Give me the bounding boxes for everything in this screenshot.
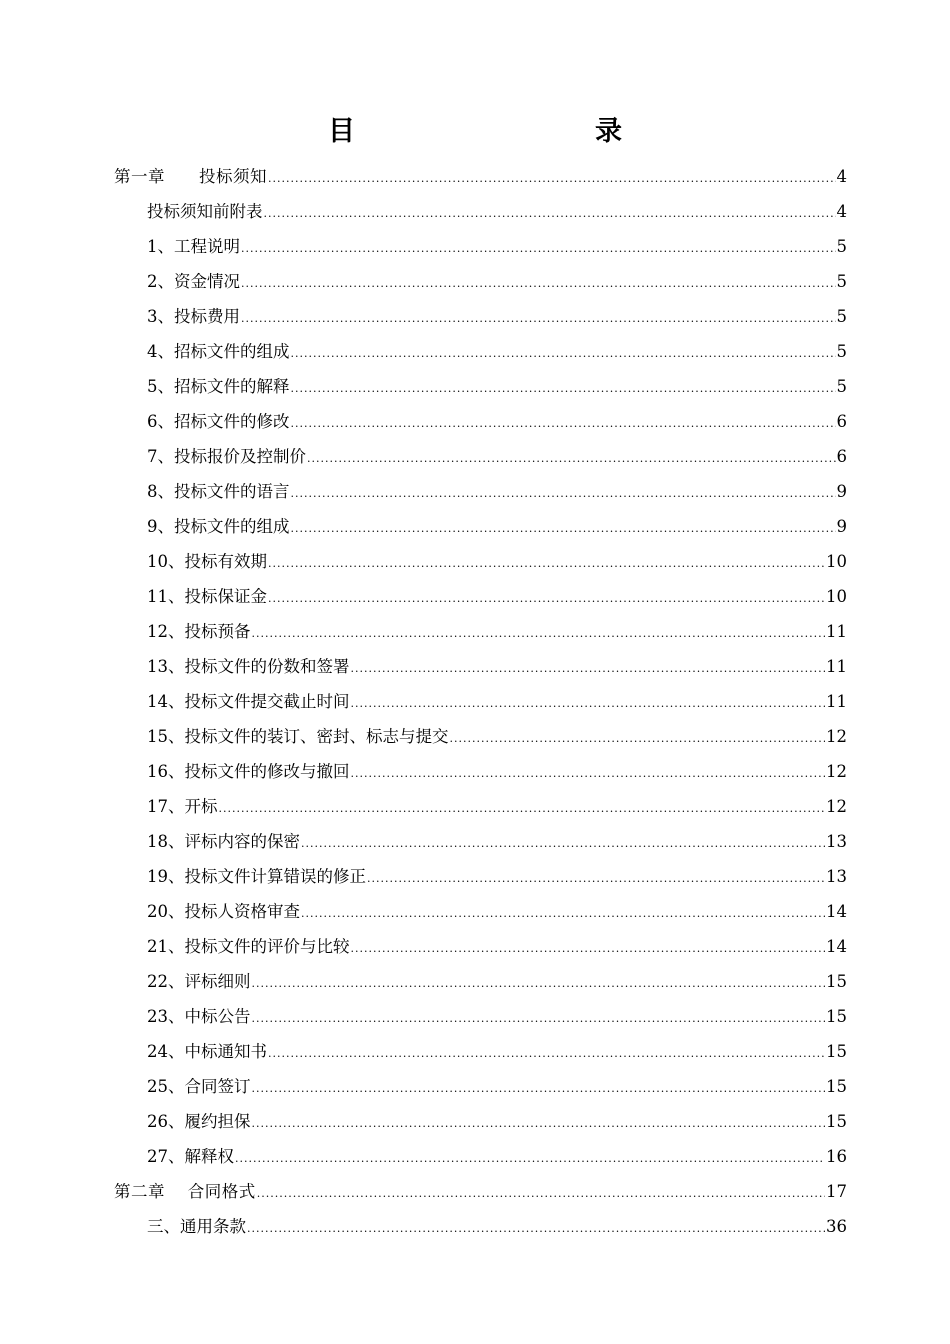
- toc-dot-leader: [291, 371, 836, 406]
- toc-entry-label: 9、投标文件的组成: [147, 517, 290, 536]
- toc-section-entry[interactable]: [114, 1069, 847, 1104]
- toc-dot-leader: [291, 476, 836, 511]
- toc-entry-label: 三、通用条款: [147, 1217, 246, 1236]
- toc-page-number: 11: [826, 657, 847, 676]
- toc-section-entry[interactable]: [114, 334, 847, 369]
- toc-dot-leader: [247, 1211, 825, 1246]
- toc-section-entry[interactable]: [114, 439, 847, 474]
- toc-page-number: 17: [826, 1182, 847, 1201]
- toc-dot-leader: [257, 1176, 825, 1211]
- toc-section-entry[interactable]: [114, 264, 847, 299]
- toc-dot-leader: [252, 966, 826, 1001]
- toc-dot-leader: [252, 1001, 826, 1036]
- toc-entry-label: 20、投标人资格审查: [147, 902, 300, 921]
- toc-entry-label: 投标须知前附表: [147, 202, 263, 221]
- toc-page-number: 5: [836, 307, 847, 326]
- toc-entry-label: 7、投标报价及控制价: [147, 447, 306, 466]
- toc-page-number: 6: [836, 447, 847, 466]
- toc-section-entry[interactable]: [114, 369, 847, 404]
- toc-page-number: 14: [826, 902, 847, 921]
- toc-dot-leader: [235, 1141, 825, 1176]
- toc-page-number: 15: [826, 1007, 847, 1026]
- toc-page-number: 36: [826, 1217, 847, 1236]
- toc-page-number: 15: [826, 1077, 847, 1096]
- toc-section-entry[interactable]: [114, 1104, 847, 1139]
- toc-section-entry[interactable]: [114, 509, 847, 544]
- toc-page-number: 12: [826, 762, 847, 781]
- toc-page-number: 15: [826, 1042, 847, 1061]
- toc-entry-label: 18、评标内容的保密: [147, 832, 300, 851]
- toc-entry-label: 14、投标文件提交截止时间: [147, 692, 350, 711]
- toc-entry-label: 22、评标细则: [147, 972, 251, 991]
- toc-page-number: 15: [826, 1112, 847, 1131]
- toc-section-entry[interactable]: [114, 544, 847, 579]
- toc-section-entry[interactable]: [114, 649, 847, 684]
- table-of-contents: [114, 159, 847, 1244]
- toc-section-entry[interactable]: [114, 929, 847, 964]
- toc-page-number: 13: [826, 867, 847, 886]
- toc-section-entry[interactable]: [114, 404, 847, 439]
- toc-entry-label: 23、中标公告: [147, 1007, 251, 1026]
- toc-chapter-entry[interactable]: [114, 1174, 847, 1209]
- toc-section-entry[interactable]: [114, 964, 847, 999]
- toc-entry-label: 3、投标费用: [147, 307, 240, 326]
- toc-dot-leader: [351, 651, 826, 686]
- toc-section-entry[interactable]: [114, 194, 847, 229]
- toc-dot-leader: [241, 231, 836, 266]
- toc-entry-label: 25、合同签订: [147, 1077, 251, 1096]
- toc-section-entry[interactable]: [114, 684, 847, 719]
- toc-dot-leader: [268, 581, 825, 616]
- toc-page-number: 10: [826, 587, 847, 606]
- toc-entry-label: 8、投标文件的语言: [147, 482, 290, 501]
- toc-page-number: 6: [836, 412, 847, 431]
- toc-page-number: 12: [826, 797, 847, 816]
- toc-section-entry[interactable]: [114, 474, 847, 509]
- toc-page-number: 5: [836, 237, 847, 256]
- toc-entry-label: 21、投标文件的评价与比较: [147, 937, 350, 956]
- toc-page-number: 4: [836, 202, 847, 221]
- toc-dot-leader: [291, 511, 836, 546]
- toc-dot-leader: [241, 266, 836, 301]
- toc-page-number: 9: [836, 482, 847, 501]
- toc-page-number: 5: [836, 377, 847, 396]
- toc-entry-label: 6、招标文件的修改: [147, 412, 290, 431]
- toc-entry-label: 第二章 合同格式: [114, 1182, 256, 1201]
- toc-section-entry[interactable]: [114, 1034, 847, 1069]
- toc-page-number: 13: [826, 832, 847, 851]
- toc-dot-leader: [252, 1071, 826, 1106]
- toc-dot-leader: [268, 546, 825, 581]
- toc-section-entry[interactable]: [114, 1139, 847, 1174]
- toc-entry-label: 1、工程说明: [147, 237, 240, 256]
- toc-entry-label: 11、投标保证金: [147, 587, 267, 606]
- toc-dot-leader: [291, 406, 836, 441]
- toc-dot-leader: [351, 756, 826, 791]
- toc-entry-label: 16、投标文件的修改与撤回: [147, 762, 350, 781]
- toc-dot-leader: [301, 826, 825, 861]
- toc-dot-leader: [219, 791, 826, 826]
- toc-page-number: 12: [826, 727, 847, 746]
- toc-page-number: 10: [826, 552, 847, 571]
- toc-entry-label: 19、投标文件计算错误的修正: [147, 867, 366, 886]
- toc-section-entry[interactable]: [114, 1209, 847, 1244]
- toc-entry-label: 4、招标文件的组成: [147, 342, 290, 361]
- toc-section-entry[interactable]: [114, 229, 847, 264]
- toc-page-number: 16: [826, 1147, 847, 1166]
- toc-section-entry[interactable]: [114, 789, 847, 824]
- toc-chapter-entry[interactable]: [114, 159, 847, 194]
- toc-section-entry[interactable]: [114, 894, 847, 929]
- toc-dot-leader: [268, 161, 836, 196]
- toc-page-number: 9: [836, 517, 847, 536]
- toc-dot-leader: [450, 721, 826, 756]
- toc-page-number: 4: [836, 167, 847, 186]
- toc-entry-label: 第一章 投标须知: [114, 167, 267, 186]
- toc-section-entry[interactable]: [114, 579, 847, 614]
- toc-page-number: 5: [836, 342, 847, 361]
- toc-section-entry[interactable]: [114, 999, 847, 1034]
- toc-section-entry[interactable]: [114, 299, 847, 334]
- toc-dot-leader: [241, 301, 836, 336]
- toc-page-number: 14: [826, 937, 847, 956]
- toc-dot-leader: [351, 686, 826, 721]
- toc-dot-leader: [291, 336, 836, 371]
- toc-entry-label: 12、投标预备: [147, 622, 251, 641]
- toc-entry-label: 15、投标文件的装订、密封、标志与提交: [147, 727, 449, 746]
- toc-page-number: 11: [826, 622, 847, 641]
- toc-entry-label: 5、招标文件的解释: [147, 377, 290, 396]
- toc-entry-label: 24、中标通知书: [147, 1042, 267, 1061]
- toc-section-entry[interactable]: [114, 719, 847, 754]
- toc-section-entry[interactable]: [114, 824, 847, 859]
- toc-entry-label: 2、资金情况: [147, 272, 240, 291]
- toc-section-entry[interactable]: [114, 754, 847, 789]
- toc-title: 目 录: [328, 116, 684, 147]
- toc-entry-label: 26、履约担保: [147, 1112, 251, 1131]
- toc-entry-label: 13、投标文件的份数和签署: [147, 657, 350, 676]
- toc-dot-leader: [307, 441, 836, 476]
- toc-dot-leader: [268, 1036, 825, 1071]
- toc-dot-leader: [252, 616, 826, 651]
- toc-dot-leader: [264, 196, 836, 231]
- toc-section-entry[interactable]: [114, 859, 847, 894]
- toc-entry-label: 17、开标: [147, 797, 218, 816]
- toc-dot-leader: [351, 931, 826, 966]
- toc-page-number: 5: [836, 272, 847, 291]
- toc-page-number: 11: [826, 692, 847, 711]
- toc-section-entry[interactable]: [114, 614, 847, 649]
- toc-dot-leader: [367, 861, 825, 896]
- toc-dot-leader: [252, 1106, 826, 1141]
- toc-dot-leader: [301, 896, 825, 931]
- toc-entry-label: 10、投标有效期: [147, 552, 267, 571]
- toc-entry-label: 27、解释权: [147, 1147, 234, 1166]
- toc-page-number: 15: [826, 972, 847, 991]
